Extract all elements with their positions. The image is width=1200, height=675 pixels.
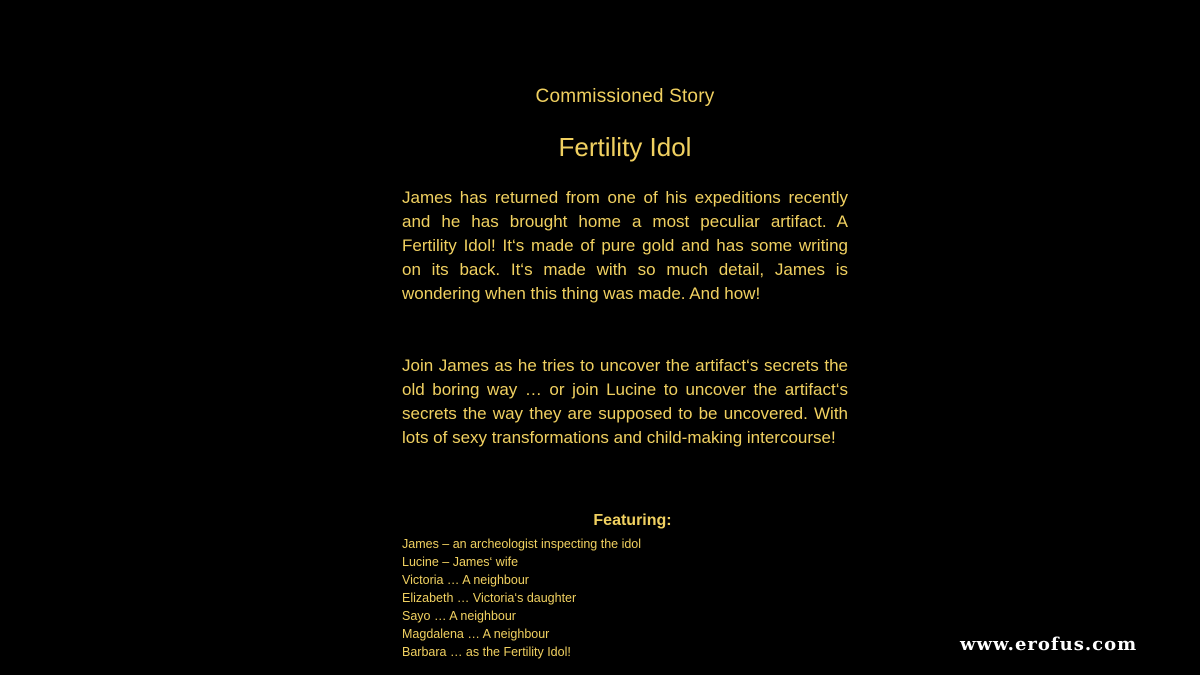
cast-item: James – an archeologist inspecting the idol [402,537,642,551]
story-paragraph-2: Join James as he tries to uncover the artifact‘s secrets the old boring way … or join Lucine to uncover the artifact‘s secrets the way they are supposed to be uncovered. With lots of sexy transformations and child-making intercourse! [402,356,848,447]
story-title: Fertility Idol [558,132,692,162]
cast-item: Magdalena … A neighbour [402,627,550,641]
cast-item: Lucine – James‘ wife [402,555,519,569]
cast-list [402,535,802,661]
story-subtitle: Commissioned Story [535,86,715,107]
story-paragraph-1: James has returned from one of his expeditions recently and he has brought home a most peculiar artifact. A Fertility Idol! It‘s made of pure gold and has some writing on its back. It‘s made with so much detail, James is wondering when this thing was made. And how! [402,188,848,303]
cast-item: Sayo … A neighbour [402,609,516,623]
cast-item: Barbara … as the Fertility Idol! [402,645,571,659]
site-watermark: www.erofus.com [960,634,1138,655]
featuring-heading: Featuring: [593,512,672,529]
cast-item: Elizabeth … Victoria‘s daughter [402,591,577,605]
cast-item: Victoria … A neighbour [402,573,529,587]
